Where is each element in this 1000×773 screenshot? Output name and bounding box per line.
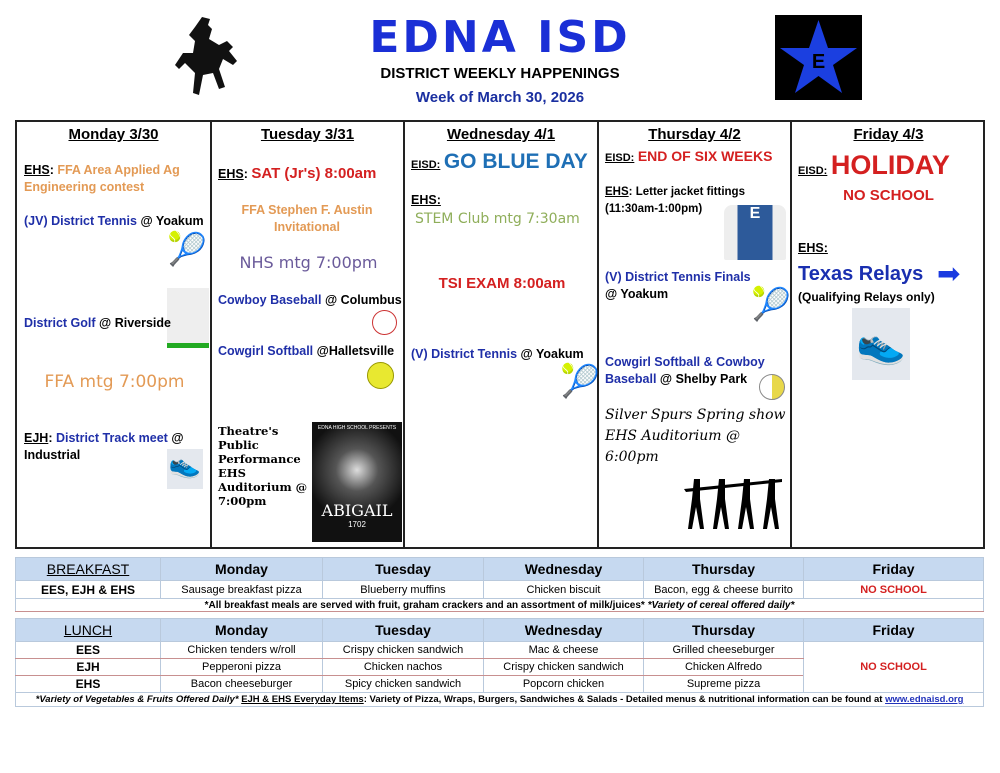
location: @ Industrial [24, 431, 184, 462]
wednesday-column [405, 122, 599, 547]
day-header: Wednesday [484, 558, 644, 581]
day-header: Thursday 4/2 [648, 126, 741, 143]
row-label: EJH [16, 659, 161, 676]
menu-item: Pepperoni pizza [161, 659, 323, 676]
menu-item: Sausage breakfast pizza [161, 581, 323, 599]
event: Theatre's Public Performance EHS Auditorium @ 7:00pm [218, 424, 308, 508]
menu-item: Crispy chicken sandwich [323, 642, 484, 659]
day-header: Friday 4/3 [853, 126, 924, 143]
menu-item: Supreme pizza [644, 676, 804, 693]
menu-item: Chicken nachos [323, 659, 484, 676]
event: GO BLUE DAY [443, 150, 588, 173]
event: TSI EXAM 8:00am [438, 275, 566, 292]
menu-item: Grilled cheeseburger [644, 642, 804, 659]
day-header: Tuesday [323, 558, 484, 581]
day-header: Wednesday 4/1 [446, 126, 556, 143]
ehs-label: EHS [24, 163, 50, 177]
menu-item: Blueberry muffins [323, 581, 484, 599]
eisd-label: EISD: [605, 152, 635, 164]
lunch-table [15, 618, 984, 707]
location: @ Riverside [99, 316, 171, 330]
day-header: Friday [804, 558, 984, 581]
event: District Track meet [55, 431, 168, 445]
page-title: EDNA ISD [369, 12, 631, 63]
row-label: EES, EJH & EHS [16, 581, 161, 599]
day-header: Thursday [644, 558, 804, 581]
lunch-note: *Variety of Vegetables & Fruits Offered Daily* [35, 694, 239, 705]
menu-item: NO SCHOOL [804, 642, 984, 693]
event: Silver Spurs Spring show EHS Auditorium @ 6:00pm [605, 407, 786, 465]
breakfast-note: *All breakfast meals are served with fruit, graham crackers and an assortment of milk/juices* [204, 599, 645, 611]
ehs-label: EHS [605, 186, 629, 198]
event: HOLIDAY [830, 150, 950, 180]
baseball-softball-icon [759, 374, 785, 400]
winged-foot-icon: 👟 [852, 308, 910, 380]
ejh-label: EJH [24, 431, 49, 445]
lunch-title: LUNCH [16, 619, 161, 642]
day-header: Tuesday [323, 619, 484, 642]
event: Cowgirl Softball [218, 344, 314, 358]
event: NO SCHOOL [843, 187, 934, 204]
location: @ Yoakum [140, 214, 204, 228]
location: @ Yoakum [605, 287, 669, 301]
menu-item: Bacon cheeseburger [161, 676, 323, 693]
star-logo [775, 15, 862, 100]
menu-item: Popcorn chicken [484, 676, 644, 693]
arrow-right-icon: ➡ [937, 258, 961, 289]
menu-item: Spicy chicken sandwich [323, 676, 484, 693]
svg-text:E: E [811, 51, 826, 73]
event: Texas Relays [798, 263, 924, 285]
subtitle: DISTRICT WEEKLY HAPPENINGS [380, 65, 620, 82]
menu-item: Mac & cheese [484, 642, 644, 659]
letter-jacket-icon: E [724, 205, 786, 260]
lunch-note: EJH & EHS Everyday Items [241, 694, 364, 705]
day-header: Thursday [644, 619, 804, 642]
menu-item: Chicken tenders w/roll [161, 642, 323, 659]
week-label: Week of March 30, 2026 [415, 89, 585, 106]
event: Letter jacket fittings (11:30am-1:00pm) [605, 186, 745, 215]
monday-column: Monday 3/30 EHS: FFA Area Applied Ag Engineering contest (JV) District Tennis @ Yoakum 🎾 District Golf @ Riverside FFA mtg 7:00pm EJH: District Track meet @ Industrial 👟 [17, 122, 212, 547]
abigail-poster-image: EDNA HIGH SCHOOL PRESENTS ABIGAIL 1702 [312, 422, 402, 542]
menu-item: Crispy chicken sandwich [484, 659, 644, 676]
event: SAT (Jr's) 8:00am [251, 165, 377, 182]
tennis-racket-icon: 🎾 [167, 231, 207, 267]
weekly-calendar [15, 120, 985, 549]
location: @ Yoakum [520, 347, 584, 361]
softball-icon [367, 362, 394, 389]
location: @Halletsville [316, 344, 395, 358]
friday-column [792, 122, 985, 547]
event: Cowgirl Softball & Cowboy Baseball [605, 355, 765, 386]
ednaisd-link[interactable]: www.ednaisd.org [885, 694, 964, 705]
event: (Qualifying Relays only) [798, 290, 935, 304]
event: STEM Club mtg 7:30am [415, 211, 580, 227]
event: District Golf [24, 316, 96, 330]
ehs-label: EHS: [798, 241, 828, 255]
day-header: Tuesday 3/31 [260, 126, 355, 143]
event: FFA mtg 7:00pm [44, 372, 185, 392]
breakfast-note: *Variety of cereal offered daily* [647, 599, 795, 611]
thursday-column: Thursday 4/2 EISD: END OF SIX WEEKS EHS: Letter jacket fittings (11:30am-1:00pm) E (V) District Tennis Finals @ Yoakum 🎾 Cowgirl Softball & Cowboy Baseball @ Shelby Park Silver Spurs Spring show EHS Auditorium @ 6:00pm [599, 122, 792, 547]
menu-item: Chicken biscuit [484, 581, 644, 599]
baseball-icon [372, 310, 397, 335]
ehs-label: EHS [218, 167, 244, 181]
event: (V) District Tennis Finals [605, 270, 751, 284]
tennis-racket-icon: 🎾 [751, 286, 791, 322]
event: END OF SIX WEEKS [637, 148, 773, 164]
day-header: Monday 3/30 [68, 126, 159, 143]
tuesday-column: Tuesday 3/31 EHS: SAT (Jr's) 8:00am FFA Stephen F. Austin Invitational NHS mtg 7:00pm Cowboy Baseball @ Columbus Cowgirl Softball @Halletsville Theatre's Public Performance EHS Auditorium @ 7:00pm EDNA HIGH SCHOOL PRESENTS ABIGAIL 1702 [212, 122, 405, 547]
eisd-label: EISD: [411, 159, 441, 171]
menu-item: Chicken Alfredo [644, 659, 804, 676]
event: FFA Area Applied Ag Engineering contest [24, 163, 180, 194]
day-header: Monday [161, 558, 323, 581]
row-label: EHS [16, 676, 161, 693]
ehs-label: EHS: [411, 193, 441, 207]
day-header: Wednesday [484, 619, 644, 642]
day-header: Friday [804, 619, 984, 642]
breakfast-title: BREAKFAST [16, 558, 161, 581]
menu-item: NO SCHOOL [804, 581, 984, 599]
row-label: EES [16, 642, 161, 659]
location: @ Columbus [324, 293, 402, 307]
day-header: Monday [161, 619, 323, 642]
event: (JV) District Tennis [24, 214, 137, 228]
event: Cowboy Baseball [218, 293, 322, 307]
menu-item: Bacon, egg & cheese burrito [644, 581, 804, 599]
breakfast-table [15, 557, 984, 612]
winged-foot-icon: 👟 [167, 449, 203, 489]
dancers-silhouette-icon [684, 474, 784, 534]
event: (V) District Tennis [411, 347, 518, 361]
tennis-racket-icon: 🎾 [560, 363, 600, 399]
event: NHS mtg 7:00pm [239, 253, 378, 272]
event: FFA Stephen F. Austin Invitational [241, 203, 373, 234]
lunch-note: : Variety of Pizza, Wraps, Burgers, Sandwiches & Salads - Detailed menus & nutritional information can be found at [363, 694, 883, 705]
eisd-label: EISD: [798, 165, 828, 177]
location: @ Shelby Park [659, 372, 748, 386]
golf-club-icon [167, 288, 209, 348]
